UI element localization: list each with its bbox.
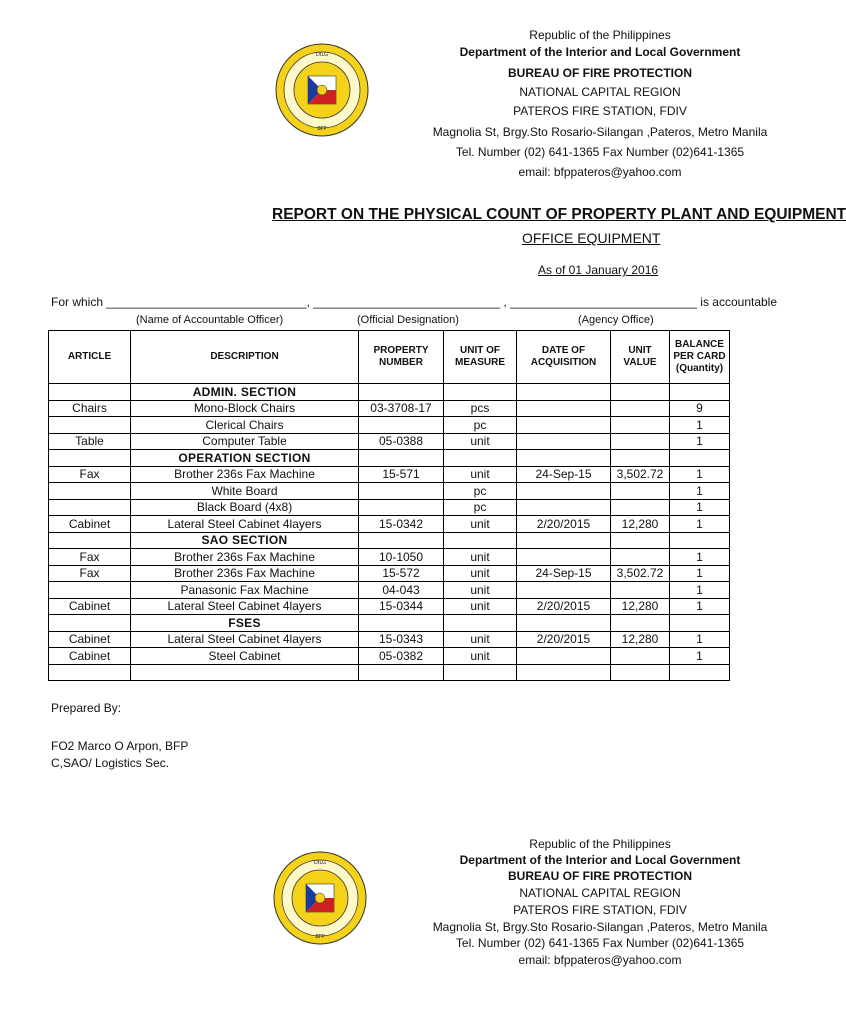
table-cell-balance-per-card: 1 — [670, 631, 730, 648]
table-cell-description — [131, 664, 359, 681]
table-cell-unit-value: 3,502.72 — [611, 466, 670, 483]
table-cell-description: Black Board (4x8) — [131, 499, 359, 516]
table-cell-unit-of-measure: pc — [444, 483, 517, 500]
table-cell-unit-value — [611, 648, 670, 665]
column-header-unit-value: UNIT VALUE — [611, 331, 670, 384]
section-label: SAO SECTION — [131, 532, 359, 549]
table-cell-description: Panasonic Fax Machine — [131, 582, 359, 599]
header-republic: Republic of the Philippines — [529, 28, 671, 42]
table-cell-article: Cabinet — [49, 516, 131, 533]
accountability-line: For which ______________________________, ____________________________ , ____________________________ is accountable — [51, 295, 778, 309]
svg-text:BFP: BFP — [315, 934, 325, 940]
table-cell-date-of-acquisition: 2/20/2015 — [517, 516, 611, 533]
table-cell-balance-per-card: 1 — [670, 466, 730, 483]
table-cell-balance-per-card: 1 — [670, 565, 730, 582]
table-cell-property-number: 05-0388 — [359, 433, 444, 450]
table-cell-unit-of-measure: unit — [444, 648, 517, 665]
table-cell-date-of-acquisition — [517, 615, 611, 632]
table-cell-balance-per-card: 1 — [670, 417, 730, 434]
header-address: Magnolia St, Brgy.Sto Rosario-Silangan ,Pateros, Metro Manila — [432, 125, 768, 139]
table-cell-balance-per-card: 1 — [670, 516, 730, 533]
table-cell-unit-of-measure: pc — [444, 499, 517, 516]
table-cell-article: Fax — [49, 565, 131, 582]
table-cell-property-number: 04-043 — [359, 582, 444, 599]
report-title: REPORT ON THE PHYSICAL COUNT OF PROPERTY PLANT AND EQUIPMENT — [272, 206, 846, 223]
svg-text:BFP: BFP — [317, 126, 327, 132]
bfp-seal-logo — [274, 42, 370, 138]
table-row — [49, 483, 730, 500]
table-cell-unit-of-measure: pcs — [444, 400, 517, 417]
prepared-by-label: Prepared By: — [51, 701, 122, 715]
table-cell-unit-value — [611, 400, 670, 417]
table-cell-description: Brother 236s Fax Machine — [131, 466, 359, 483]
header-bureau: BUREAU OF FIRE PROTECTION — [507, 66, 692, 80]
table-cell-unit-value: 3,502.72 — [611, 565, 670, 582]
preparer-name: FO2 Marco O Arpon, BFP — [51, 739, 189, 753]
header-phone: Tel. Number (02) 641-1365 Fax Number (02)641-1365 — [455, 936, 745, 950]
table-cell-date-of-acquisition — [517, 384, 611, 401]
table-cell-date-of-acquisition — [517, 664, 611, 681]
table-cell-article: Fax — [49, 549, 131, 566]
table-row — [49, 598, 730, 615]
table-cell-balance-per-card: 1 — [670, 499, 730, 516]
table-cell-unit-of-measure — [444, 532, 517, 549]
table-cell-unit-value — [611, 664, 670, 681]
table-cell-date-of-acquisition: 2/20/2015 — [517, 631, 611, 648]
table-cell-balance-per-card: 1 — [670, 648, 730, 665]
table-cell-property-number: 03-3708-17 — [359, 400, 444, 417]
table-cell-property-number — [359, 417, 444, 434]
table-cell-date-of-acquisition — [517, 417, 611, 434]
table-cell-article — [49, 664, 131, 681]
table-cell-property-number: 05-0382 — [359, 648, 444, 665]
table-cell-property-number — [359, 664, 444, 681]
table-cell-unit-value — [611, 499, 670, 516]
table-cell-unit-value — [611, 417, 670, 434]
table-cell-unit-value — [611, 549, 670, 566]
column-header-unit-of-measure: UNIT OF MEASURE — [444, 331, 517, 384]
table-row — [49, 664, 730, 681]
section-label: FSES — [131, 615, 359, 632]
table-cell-description: Clerical Chairs — [131, 417, 359, 434]
table-cell-unit-value: 12,280 — [611, 598, 670, 615]
table-cell-unit-of-measure: pc — [444, 417, 517, 434]
table-cell-balance-per-card — [670, 664, 730, 681]
table-cell-date-of-acquisition — [517, 499, 611, 516]
section-header-row — [49, 532, 730, 549]
column-header-article: ARTICLE — [49, 331, 131, 384]
caption-official-designation: (Official Designation) — [357, 314, 459, 326]
table-cell-property-number: 15-0342 — [359, 516, 444, 533]
table-cell-property-number: 15-571 — [359, 466, 444, 483]
header-email: email: bfppateros@yahoo.com — [518, 953, 682, 967]
column-header-description: DESCRIPTION — [131, 331, 359, 384]
table-cell-article — [49, 417, 131, 434]
column-header-property-number: PROPERTY NUMBER — [359, 331, 444, 384]
table-row — [49, 433, 730, 450]
table-cell-description: Mono-Block Chairs — [131, 400, 359, 417]
table-row — [49, 565, 730, 582]
section-label: OPERATION SECTION — [131, 450, 359, 467]
table-cell-unit-value: 12,280 — [611, 631, 670, 648]
table-cell-description: Computer Table — [131, 433, 359, 450]
header-bureau: BUREAU OF FIRE PROTECTION — [507, 869, 692, 883]
table-cell-balance-per-card: 1 — [670, 549, 730, 566]
bfp-seal-logo — [272, 850, 368, 946]
table-cell-date-of-acquisition — [517, 483, 611, 500]
table-cell-article — [49, 499, 131, 516]
report-subtitle: OFFICE EQUIPMENT — [522, 230, 661, 246]
section-header-row — [49, 450, 730, 467]
table-cell-article — [49, 532, 131, 549]
table-cell-unit-value — [611, 582, 670, 599]
table-cell-unit-value — [611, 433, 670, 450]
table-cell-date-of-acquisition — [517, 549, 611, 566]
table-cell-description: White Board — [131, 483, 359, 500]
svg-text:DILG: DILG — [314, 860, 326, 866]
header-department: Department of the Interior and Local Government — [459, 45, 741, 59]
table-cell-description: Lateral Steel Cabinet 4layers — [131, 631, 359, 648]
table-cell-property-number — [359, 499, 444, 516]
header-department: Department of the Interior and Local Government — [459, 853, 741, 867]
table-cell-description: Lateral Steel Cabinet 4layers — [131, 598, 359, 615]
table-cell-description: Steel Cabinet — [131, 648, 359, 665]
header-region: NATIONAL CAPITAL REGION — [519, 85, 681, 99]
table-cell-date-of-acquisition: 24-Sep-15 — [517, 565, 611, 582]
table-cell-article — [49, 450, 131, 467]
table-cell-balance-per-card: 1 — [670, 433, 730, 450]
table-cell-article — [49, 384, 131, 401]
table-cell-article — [49, 615, 131, 632]
table-cell-unit-of-measure: unit — [444, 631, 517, 648]
table-cell-unit-value — [611, 615, 670, 632]
caption-accountable-officer: (Name of Accountable Officer) — [136, 314, 284, 326]
section-header-row — [49, 615, 730, 632]
svg-text:DILG: DILG — [316, 52, 328, 58]
table-cell-property-number — [359, 384, 444, 401]
table-cell-unit-of-measure: unit — [444, 582, 517, 599]
table-cell-unit-of-measure: unit — [444, 598, 517, 615]
table-cell-balance-per-card: 1 — [670, 582, 730, 599]
table-cell-property-number — [359, 532, 444, 549]
table-cell-balance-per-card — [670, 615, 730, 632]
table-cell-article — [49, 483, 131, 500]
table-cell-unit-of-measure: unit — [444, 516, 517, 533]
table-cell-date-of-acquisition — [517, 450, 611, 467]
header-phone: Tel. Number (02) 641-1365 Fax Number (02)641-1365 — [455, 145, 745, 159]
column-header-date-of-acquisition: DATE OF ACQUISITION — [517, 331, 611, 384]
header-station: PATEROS FIRE STATION, FDIV — [513, 104, 687, 118]
table-cell-description: Lateral Steel Cabinet 4layers — [131, 516, 359, 533]
table-cell-balance-per-card — [670, 384, 730, 401]
table-cell-date-of-acquisition: 24-Sep-15 — [517, 466, 611, 483]
table-cell-unit-value — [611, 384, 670, 401]
table-cell-balance-per-card — [670, 450, 730, 467]
table-cell-balance-per-card: 9 — [670, 400, 730, 417]
table-cell-date-of-acquisition — [517, 532, 611, 549]
table-cell-unit-of-measure — [444, 664, 517, 681]
table-cell-unit-of-measure — [444, 615, 517, 632]
table-cell-article: Cabinet — [49, 631, 131, 648]
property-count-table — [48, 330, 730, 681]
table-cell-article: Cabinet — [49, 648, 131, 665]
table-row — [49, 499, 730, 516]
section-label: ADMIN. SECTION — [131, 384, 359, 401]
table-cell-article — [49, 582, 131, 599]
table-cell-unit-of-measure: unit — [444, 433, 517, 450]
table-cell-unit-of-measure — [444, 384, 517, 401]
header-republic: Republic of the Philippines — [529, 837, 671, 851]
table-row — [49, 648, 730, 665]
table-row — [49, 417, 730, 434]
table-cell-description: Brother 236s Fax Machine — [131, 549, 359, 566]
table-cell-article: Cabinet — [49, 598, 131, 615]
table-row — [49, 549, 730, 566]
table-cell-date-of-acquisition: 2/20/2015 — [517, 598, 611, 615]
preparer-position: C,SAO/ Logistics Sec. — [51, 756, 170, 770]
table-cell-date-of-acquisition — [517, 400, 611, 417]
table-cell-property-number: 10-1050 — [359, 549, 444, 566]
table-cell-property-number: 15-0344 — [359, 598, 444, 615]
section-header-row — [49, 384, 730, 401]
table-cell-article: Chairs — [49, 400, 131, 417]
table-cell-description: Brother 236s Fax Machine — [131, 565, 359, 582]
table-cell-unit-of-measure — [444, 450, 517, 467]
table-cell-balance-per-card — [670, 532, 730, 549]
table-cell-balance-per-card: 1 — [670, 483, 730, 500]
table-cell-property-number — [359, 483, 444, 500]
table-row — [49, 631, 730, 648]
header-station: PATEROS FIRE STATION, FDIV — [513, 903, 687, 917]
table-cell-property-number — [359, 450, 444, 467]
header-address: Magnolia St, Brgy.Sto Rosario-Silangan ,Pateros, Metro Manila — [432, 920, 768, 934]
header-region: NATIONAL CAPITAL REGION — [519, 886, 681, 900]
table-cell-unit-of-measure: unit — [444, 466, 517, 483]
table-cell-article: Table — [49, 433, 131, 450]
table-row — [49, 582, 730, 599]
table-cell-date-of-acquisition — [517, 582, 611, 599]
table-cell-unit-of-measure: unit — [444, 549, 517, 566]
table-row — [49, 400, 730, 417]
table-cell-property-number: 15-0343 — [359, 631, 444, 648]
table-cell-date-of-acquisition — [517, 648, 611, 665]
table-cell-unit-value — [611, 532, 670, 549]
report-as-of-date: As of 01 January 2016 — [538, 263, 659, 277]
table-cell-unit-of-measure: unit — [444, 565, 517, 582]
table-header-row — [49, 331, 730, 384]
caption-agency-office: (Agency Office) — [578, 314, 654, 326]
table-row — [49, 516, 730, 533]
table-row — [49, 466, 730, 483]
column-header-balance-per-card: BALANCE PER CARD (Quantity) — [670, 331, 730, 384]
header-email: email: bfppateros@yahoo.com — [518, 165, 682, 179]
table-cell-unit-value — [611, 483, 670, 500]
table-cell-unit-value — [611, 450, 670, 467]
table-cell-balance-per-card: 1 — [670, 598, 730, 615]
table-cell-article: Fax — [49, 466, 131, 483]
table-cell-unit-value: 12,280 — [611, 516, 670, 533]
table-cell-property-number — [359, 615, 444, 632]
table-cell-date-of-acquisition — [517, 433, 611, 450]
table-cell-property-number: 15-572 — [359, 565, 444, 582]
